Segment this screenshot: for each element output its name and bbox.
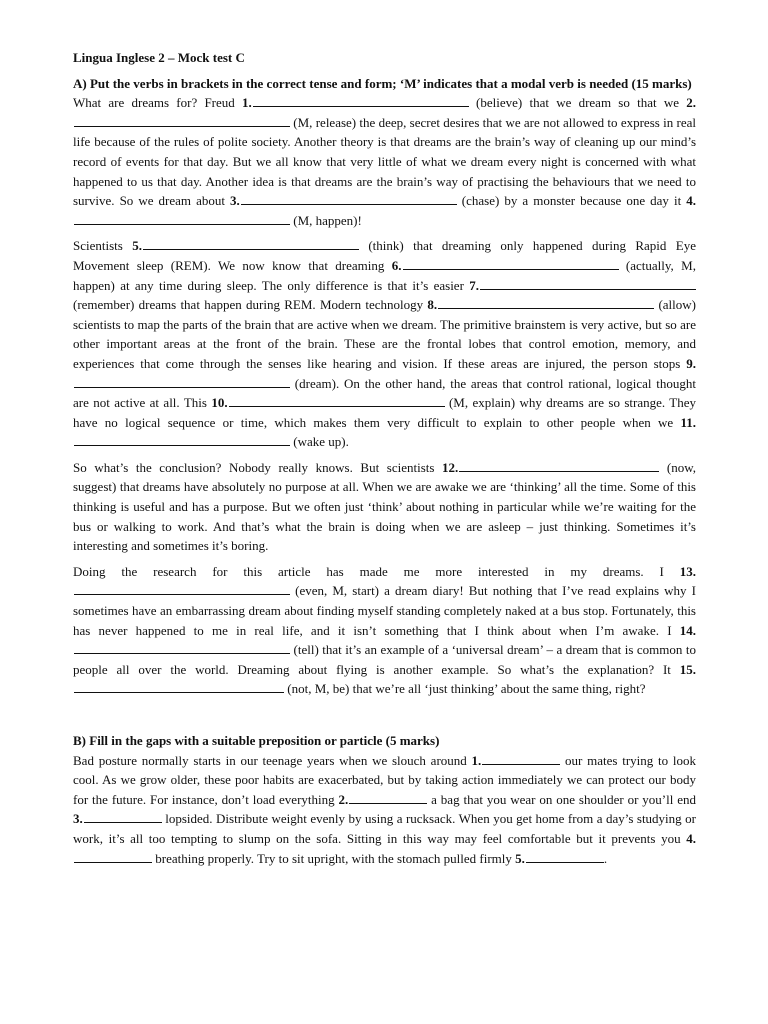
answer-blank[interactable] [459,459,659,472]
answer-blank[interactable] [74,212,290,225]
gap-number: 12. [442,459,459,475]
answer-blank[interactable] [74,582,290,595]
text-run: a bag that you wear on one shoulder or you’ll end [427,791,697,807]
text-run: Bad posture normally starts in our teenage years when we slouch around [73,752,472,768]
text-run: . [603,850,608,866]
answer-blank[interactable] [74,680,284,693]
gap-number: 11. [680,414,696,430]
answer-blank[interactable] [74,114,290,127]
text-run: (believe) that we dream so that we [468,95,687,111]
gap-number: 6. [391,257,402,273]
gap-number: 9. [686,355,696,371]
answer-blank[interactable] [74,641,290,654]
gap-number: 15. [679,661,696,677]
answer-blank[interactable] [526,850,604,863]
text-run: (now, suggest) that dreams have absolutely no purpose at all. When we are awake we are ‘thinking’ all the time. Some of this thinking is useful and has a purpose. But we often just ‘think’ about nothing in particular while we’re waiting for the bus or walking to work. And that’s what the brain is doing when we are asleep – just thinking. Sometimes it’s interesting and sometimes it’s boring. [73,459,696,554]
gap-number: 14. [679,622,696,638]
text-run: (think) that dreaming only happened during Rapid Eye Movement sleep (REM). We now know that dreaming [73,238,696,273]
answer-blank[interactable] [349,791,427,804]
text-run: (remember) dreams that happen during REM. Modern technology [73,297,428,313]
text-run: (tell) that it’s an example of a ‘universal dream’ – a dream that is common to people all over the world. Dreaming about flying is another example. So what’s the explanation? It [73,642,696,677]
answer-blank[interactable] [74,433,290,446]
text-run: (chase) by a monster because one day it [456,193,687,209]
answer-blank[interactable] [480,277,696,290]
answer-blank[interactable] [74,850,152,863]
text-run: (M, release) the deep, secret desires that we are not allowed to express in real life because of the rules of polite society. Another theory is that dreams are the brain’s way of cleaning up our mind’s record of events for that day. But we all know that very little of what we dream every night is concerned with what happened to us that day. Another idea is that dreams are the brain’s way of practising the behaviours that we need to survive. So we dream about [73,114,696,209]
answer-blank[interactable] [84,810,162,823]
gap-number: 2. [338,791,349,807]
gap-number: 3. [73,811,83,827]
section-a-paragraph [73,236,696,452]
gap-number: 3. [230,193,240,209]
text-run: (wake up). [290,434,349,450]
gap-number: 13. [679,563,696,579]
gap-number: 10. [211,395,228,411]
gap-number: 5. [132,238,142,254]
gap-number: 4. [686,193,696,209]
answer-blank[interactable] [74,375,290,388]
answer-blank[interactable] [482,752,560,765]
gap-number: 7. [469,277,479,293]
text-run: (not, M, be) that we’re all ‘just thinking’ about the same thing, right? [284,681,646,697]
section-b-paragraph [73,751,696,869]
section-a-heading: A) Put the verbs in brackets in the correct tense and form; ‘M’ indicates that a modal verb is needed (15 marks) [73,75,692,91]
gap-number: 8. [427,297,438,313]
gap-number: 4. [686,830,696,846]
answer-blank[interactable] [253,94,469,107]
section-a-paragraph [73,458,696,556]
text-run: (M, explain) why dreams are so strange. They have no logical sequence or time, which makes them very difficult to explain to other people when we [73,395,696,430]
section-a-paragraph [73,93,696,230]
text-run: Doing the research for this article has made me more interested in my dreams. I [73,563,680,579]
answer-blank[interactable] [143,237,359,250]
text-run: our mates trying to look cool. As we grow older, these poor habits are exacerbated, but by taking action immediately we can protect our body for the future. For instance, don’t load everything [73,752,696,807]
text-run: So what’s the conclusion? Nobody really knows. But scientists [73,459,443,475]
gap-number: 5. [515,850,525,866]
answer-blank[interactable] [229,394,445,407]
gap-number: 2. [686,95,696,111]
text-run: breathing properly. Try to sit upright, with the stomach pulled firmly [152,850,516,866]
text-run: (even, M, start) a dream diary! But nothing that I’ve read explains why I sometimes have an embarrassing dream about finding myself standing completely naked at a bus stop. Fortunately, this has never happened to me in real life, and it isn’t something that I think about when I’m awake. I [73,583,696,638]
text-run: (dream). On the other hand, the areas that control rational, logical thought are not active at all. This [73,375,696,411]
text-run: Scientists [73,238,133,254]
gap-number: 1. [242,95,252,111]
answer-blank[interactable] [241,192,457,205]
text-run: (actually, M, happen) at any time during sleep. The only difference is that it’s easier [73,257,696,293]
section-a [73,74,696,699]
answer-blank[interactable] [438,296,654,309]
answer-blank[interactable] [403,257,619,270]
section-a-paragraph [73,562,696,699]
text-run: (allow) scientists to map the parts of the brain that are active when we dream. The primitive brainstem is very active, but so are other important areas at the front of the brain. These are the frontal lobes that control emotion, memory, and experiences that come through the senses like hearing and vision. If these areas are injured, the person stops [73,297,696,371]
section-b-heading: B) Fill in the gaps with a suitable preposition or particle (5 marks) [73,733,440,748]
gap-number: 1. [471,752,482,768]
text-run: (M, happen)! [290,212,362,228]
section-a-body [73,93,696,699]
text-run: lopsided. Distribute weight evenly by using a rucksack. When you get home from a day’s studying or work, it’s all too tempting to slump on the sofa. Sitting in this way may feel comfortable but it prevents you [73,811,696,846]
section-b-body [73,751,696,869]
section-b [73,731,696,868]
document-title: Lingua Inglese 2 – Mock test C [73,50,245,65]
text-run: What are dreams for? Freud [73,95,243,111]
